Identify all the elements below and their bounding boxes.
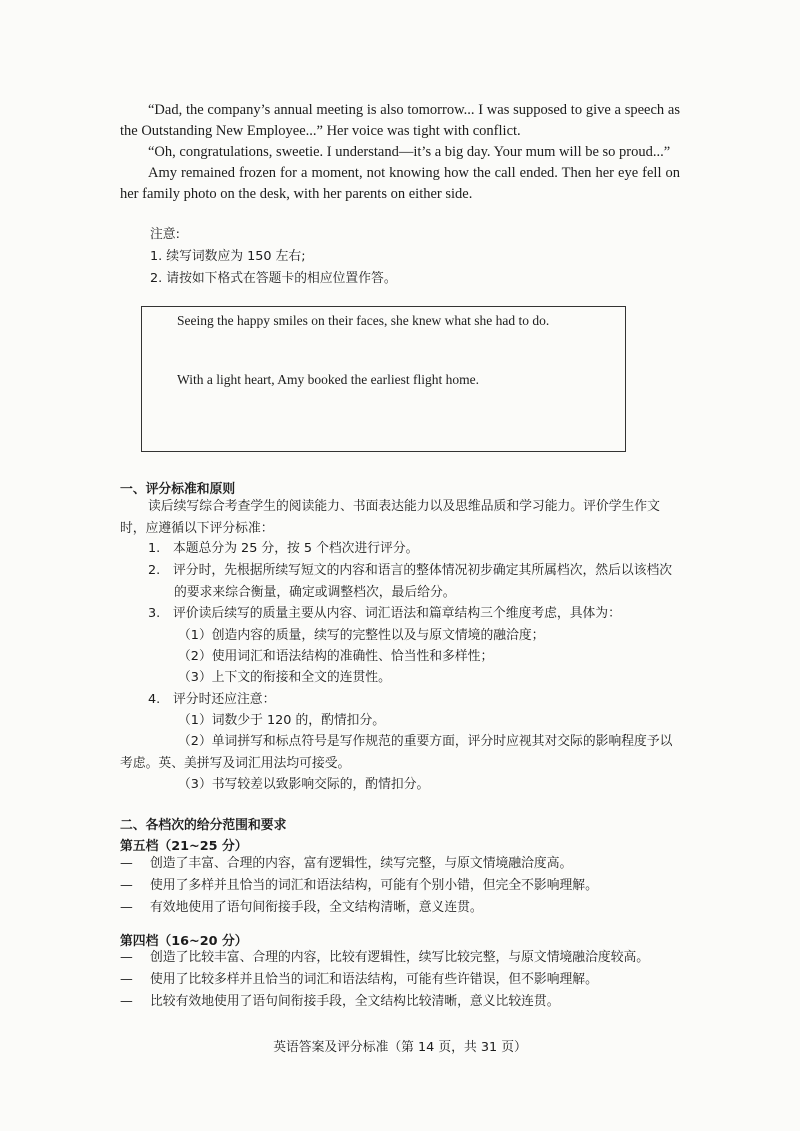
page-footer: 英语答案及评分标准（第 14 页，共 31 页） xyxy=(273,1040,527,1055)
criteria-item-3-sub-1: （1）创造内容的质量，续写的完整性以及与原文情境的融洽度； xyxy=(178,628,545,643)
band-5-item-1: — 创造了丰富、合理的内容，富有逻辑性，续写完整，与原文情境融洽度高。 xyxy=(120,853,690,875)
story-paragraph-2: “Oh, congratulations, sweetie. I understand—it’s a big day. Your mum will be so proud...” xyxy=(148,144,671,160)
criteria-item-4-sub-3: （3）书写较差以致影响交际的，酌情扣分。 xyxy=(178,777,430,792)
criteria-item-2: 2. 评分时，先根据所续写短文的内容和语言的整体情况初步确定其所属档次，然后以该档次的要求来综合衡量，确定或调整档次，最后给分。 xyxy=(148,563,673,600)
notice-block xyxy=(150,224,397,290)
dash-bullet: — xyxy=(120,972,133,987)
criteria-item-4: 4. 评分时还应注意： xyxy=(148,692,276,707)
band-4-title: 第四档（16~20 分） xyxy=(120,934,248,949)
story-paragraph-3: Amy remained frozen for a moment, not knowing how the call ended. Then her eye fell on her family photo on the desk, with her parents on either side. xyxy=(120,165,680,202)
band-5-list xyxy=(120,853,690,919)
section-1-intro-text: 读后续写综合考查学生的阅读能力、书面表达能力以及思维品质和学习能力。评价学生作文时，应遵循以下评分标准： xyxy=(120,499,660,536)
dash-bullet: — xyxy=(120,950,133,965)
criteria-item-1: 1. 本题总分为 25 分，按 5 个档次进行评分。 xyxy=(148,541,419,556)
band-4-item-2: — 使用了比较多样并且恰当的词汇和语法结构，可能有些许错误，但不影响理解。 xyxy=(120,969,690,991)
criteria-item-3-sub-2: （2）使用词汇和语法结构的准确性、恰当性和多样性； xyxy=(178,649,494,664)
story-paragraph-1: “Dad, the company’s annual meeting is also tomorrow... I was supposed to give a speech as the Outstanding New Employee...” Her voice was tight with conflict. xyxy=(120,102,680,139)
dash-bullet: — xyxy=(120,900,133,915)
band-4-item-3: — 比较有效地使用了语句间衔接手段，全文结构比较清晰，意义比较连贯。 xyxy=(120,991,690,1013)
dash-bullet: — xyxy=(120,856,133,871)
band-5-item-2: — 使用了多样并且恰当的词汇和语法结构，可能有个别小错，但完全不影响理解。 xyxy=(120,875,690,897)
answer-box-line-2: With a light heart, Amy booked the earliest flight home. xyxy=(177,372,480,387)
section-2-heading: 二、各档次的给分范围和要求 xyxy=(120,818,287,833)
notice-title: 注意: xyxy=(150,227,180,242)
band-4-list xyxy=(120,947,690,1013)
section-1-intro xyxy=(120,496,680,540)
answer-format-box xyxy=(141,306,626,452)
criteria-item-3: 3. 评价读后续写的质量主要从内容、词汇语法和篇章结构三个维度考虑，具体为： xyxy=(148,606,621,621)
criteria-item-3-sub-3: （3）上下文的衔接和全文的连贯性。 xyxy=(178,670,391,685)
criteria-item-4-sub-1: （1）词数少于 120 的，酌情扣分。 xyxy=(178,713,386,728)
dash-bullet: — xyxy=(120,878,133,893)
notice-item-1: 1. 续写词数应为 150 左右; xyxy=(150,249,306,264)
section-1-heading: 一、评分标准和原则 xyxy=(120,482,236,497)
band-4-item-1: — 创造了比较丰富、合理的内容，比较有逻辑性，续写比较完整，与原文情境融洽度较高。 xyxy=(120,947,690,969)
notice-item-2: 2. 请按如下格式在答题卡的相应位置作答。 xyxy=(150,271,397,286)
band-5-title: 第五档（21~25 分） xyxy=(120,839,248,854)
dash-bullet: — xyxy=(120,994,133,1009)
answer-box-line-1: Seeing the happy smiles on their faces, she knew what she had to do. xyxy=(177,313,550,328)
criteria-item-4-sub-2: （2）单词拼写和标点符号是写作规范的重要方面，评分时应视其对交际的影响程度予以考虑。英、美拼写及词汇用法均可接受。 xyxy=(120,734,673,771)
band-5-item-3: — 有效地使用了语句间衔接手段，全文结构清晰，意义连贯。 xyxy=(120,897,690,919)
